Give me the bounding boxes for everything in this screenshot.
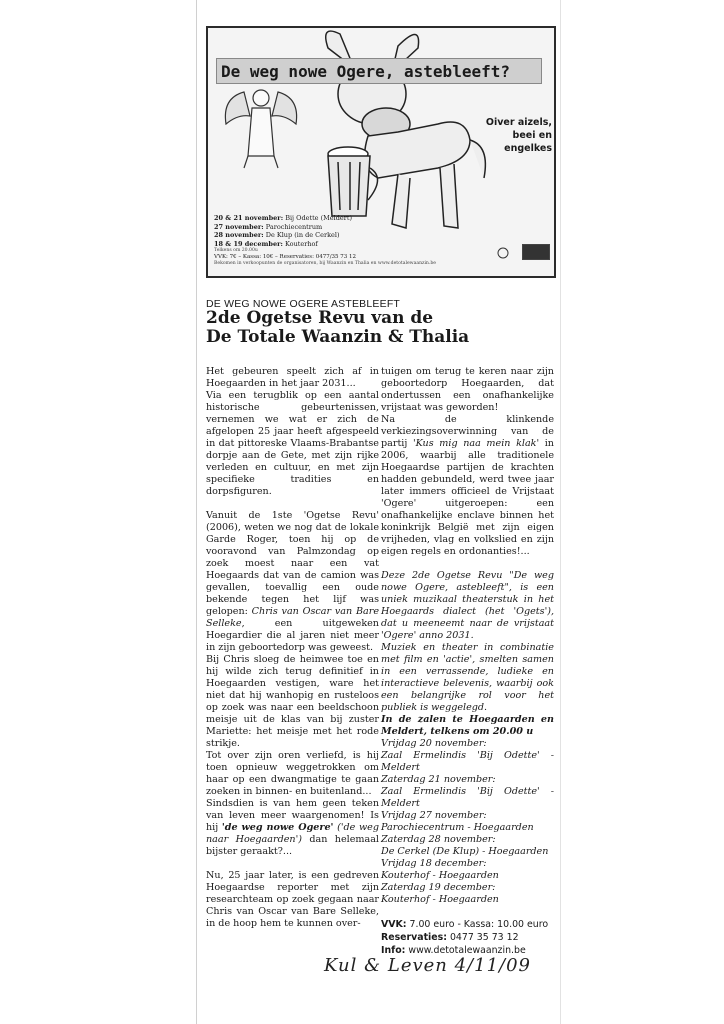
article-column-left [206,366,379,930]
schedule-day: Vrijdag 18 december: [381,858,487,869]
schedule-heading: In de zalen te Hoegaarden en Meldert, telkens om 20.00 u [381,714,554,737]
poster-date-row [214,231,464,240]
schedule-venue: Kouterhof - Hoegaarden [381,870,499,881]
schedule-venue: Parochiecentrum - Hoegaarden [381,822,534,833]
schedule-day: Vrijdag 27 november: [381,810,487,821]
translation: ('de weg naar Hoegaarden') [206,822,379,845]
schedule-venue: De Cerkel (De Klup) - Hoegaarden [381,846,549,857]
article-column-right [381,366,554,957]
text-run: Vanuit de 1ste 'Ogetse Revu' (2006), weten we nog dat de lokale Garde Roger, toen hij op de vooravond van Palmzondag op zoek moest naar een vat Hoegaards dat van de camion was gevallen, toevallig een oude bekende tegen het lijf was gelopen: [206,510,379,617]
paragraph: Bij Chris sloeg de heimwee toe en hij wilde zich terug definitief in Hoegaarden vestigen, ware het niet dat hij wanhopig en rusteloos op zoek was naar een beeldschoon meisje uit de klas van bij zuster Mariette: het meisje met het rode strikje. [206,654,379,749]
schedule-day: Zaterdag 28 november: [381,834,496,845]
poster-dates [214,214,464,267]
scan-edge [560,0,561,1024]
text-run: in 2006, waarbij alle traditionele Hoegaardse partijen de krachten hadden gebundeld, werd twee jaar later immers officieel de Vrijstaat 'Ogere' uitgeroepen: een onafhankelijke enclave binnen het koninkrijk België met zijn eigen vrijheden, vlag en volkslied en zijn eigen regels en ordonanties!... [381,438,554,557]
poster-tagline-line: engelkes [504,143,552,154]
sponsor-logo-icon [490,246,516,260]
paragraph: Via een terugblik op een aantal historische gebeurtenissen, vernemen we wat er zich de afgelopen 25 jaar heeft afgespeeld in dat pittoreske Vlaams-Brabantse dorpje aan de Gete, met zijn rijke verleden en cultuur, en met zijn specifieke tradities en dorpsfiguren. [206,390,379,497]
poster-place: Kouterhof [284,239,318,248]
paragraph: Deze 2de Ogetse Revu "De weg nowe Ogere, astebleeft", is een uniek muzikaal theaterstuk in het Hoegaards dialect (het 'Ogets'), dat u meeneemt naar de vrijstaat 'Ogere' anno 2031. [381,570,554,641]
schedule-day: Zaterdag 21 november: [381,774,496,785]
headline-line: De Totale Waanzin & Thalia [206,327,470,347]
article-kicker: DE WEG NOWE OGERE ASTEBLEEFT [206,298,401,310]
poster-date-row [214,223,464,232]
poster-tagline [468,116,552,155]
info-label: Info: [381,945,406,956]
ticket-info [381,918,554,957]
person-name: Chris van Oscar van Bare Selleke [206,606,379,629]
price-line [381,918,554,931]
paragraph [381,414,554,558]
paragraph: Het gebeuren speelt zich af in Hoegaarden in het jaar 2031... [206,366,379,389]
poster-date: 20 & 21 november: [214,214,284,222]
event-poster [206,26,556,278]
poster-tagline-line: beei en [512,130,552,141]
text-run: , een uitgeweken Hoegardier die al jaren niet meer in zijn geboortedorp was geweest. [206,618,379,653]
sponsor-logo [522,244,550,260]
poster-date: 28 november: [214,231,264,240]
party-name: 'Kus mig naa mein klak' [412,438,540,449]
schedule-venue: Kouterhof - Hoegaarden [381,894,499,905]
price-value: 7.00 euro - Kassa: 10.00 euro [406,919,549,930]
schedule-list [381,738,554,906]
scan-edge [196,0,197,1024]
headline-line: 2de Ogetse Revu van de [206,308,434,328]
paragraph [206,798,379,858]
paragraph: Nu, 25 jaar later, is een gedreven Hoegaardse reporter met zijn researchteam op zoek gegaan naar Chris van Oscar van Bare Selleke, in de hoop hem te kunnen over- [206,870,379,929]
schedule-venue: Zaal Ermelindis 'Bij Odette' - Meldert [381,786,554,809]
poster-prices: VVK: 7€ – Kassa: 10€ – Reservaties: 0477/35 73 12 [214,254,357,261]
paragraph [206,510,379,654]
text-run: Na de klinkende verkiezingsoverwinning van de partij [381,414,554,449]
article-headline [206,309,556,347]
poster-place: Bij Odette (Meldert) [285,214,352,222]
text-run: Sindsdien is van hem geen teken van leven meer waargenomen! Is hij [206,798,379,833]
paragraph: Muziek en theater in combinatie met film en 'actie', smelten samen in een verrassende, ludieke en interactieve belevenis, waarbij ook een belangrijke rol voor het publiek is weggelegd. [381,642,554,713]
poster-date: 18 & 19 december: [214,239,283,248]
reservation-line [381,931,554,944]
schedule-day: Vrijdag 20 november: [381,738,487,749]
paragraph: tuigen om terug te keren naar zijn geboortedorp Hoegaarden, dat ondertussen een onafhankelijke vrijstaat was geworden! [381,366,554,413]
sponsor-logo [490,246,516,260]
beer-mug-illustration [328,147,378,216]
reservation-phone: 0477 35 73 12 [446,932,519,943]
schedule-day: Zaterdag 19 december: [381,882,496,893]
price-label: VVK: [381,919,407,930]
reservation-label: Reservaties: [381,932,447,943]
poster-title: De weg nowe Ogere, astebleeft? [216,58,542,84]
poster-date: 27 november: [214,222,264,231]
poster-place: Parochiecentrum [265,222,323,231]
poster-tagline-line: Oiver aizels, [485,117,552,128]
text-run: dan helemaal bijster geraakt?... [206,834,379,857]
info-url: www.detotalewaanzin.be [405,945,526,956]
schedule-venue: Zaal Ermelindis 'Bij Odette' - Meldert [381,750,554,773]
poster-fine-print: Bekomen in verkoopunten de organisatoren, bij Waanzin en Thalia en www.detotalewaanzin.be [214,261,437,267]
play-title: 'de weg nowe Ogere' [221,822,334,833]
paragraph: Tot over zijn oren verliefd, is hij toen opnieuw weggetrokken om haar op een dwangmatige te gaan zoeken in binnen- en buitenland... [206,750,379,797]
angel-illustration [225,90,296,168]
poster-time: Telkens om 20.00u [214,248,258,254]
poster-date-row [214,214,464,223]
handwritten-source-note: Kul & Leven 4/11/09 [324,955,531,976]
poster-place: De Klup (in de Cerkel) [265,231,340,240]
